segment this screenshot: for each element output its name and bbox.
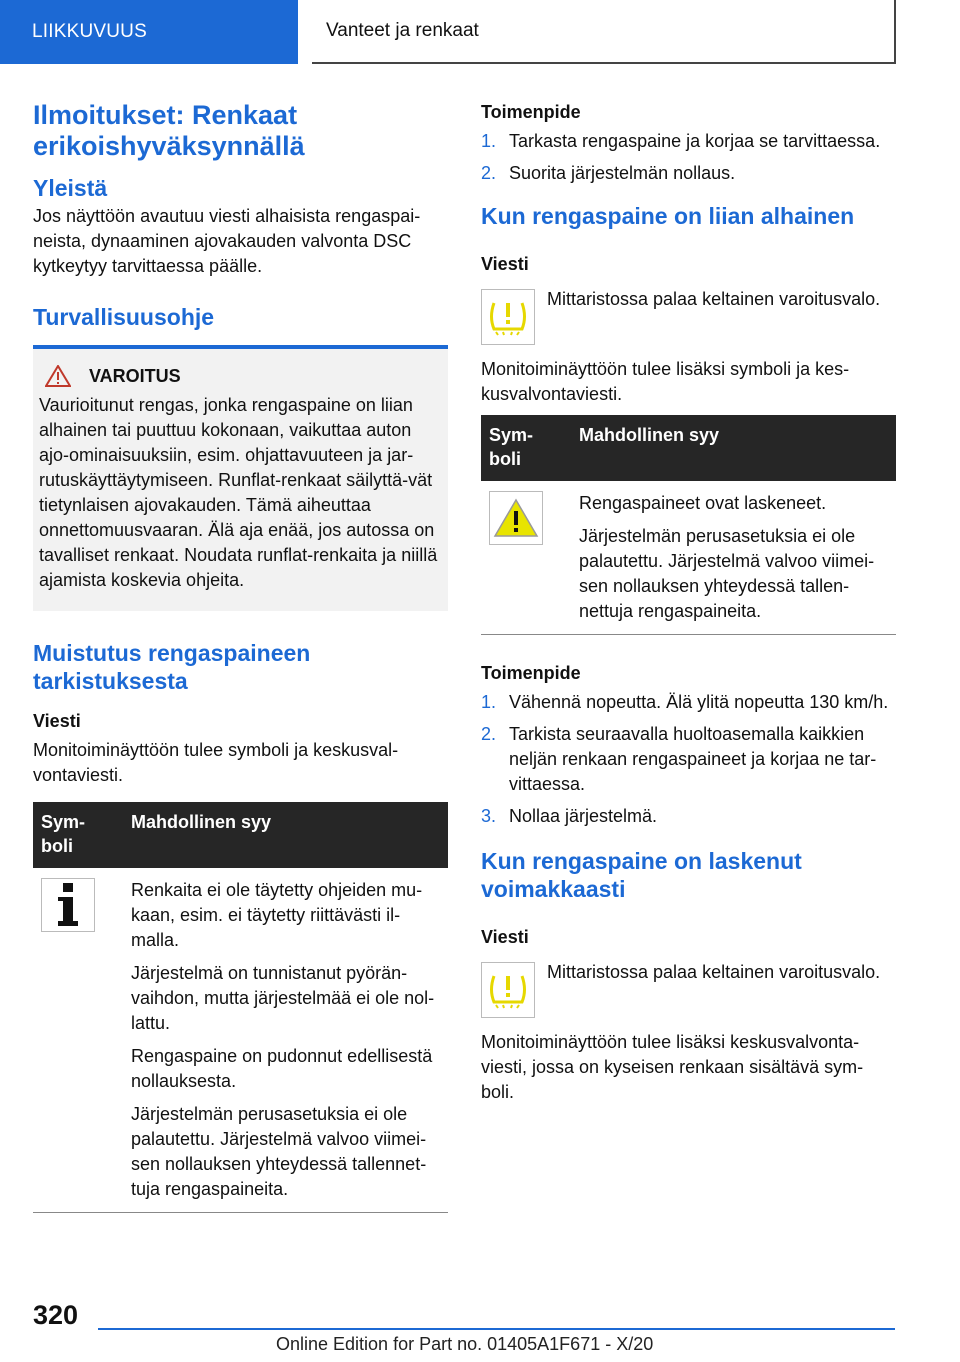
cause-item: Renkaita ei ole täytetty ohjeiden mu-kaan, esim. ei täytetty riittävästi il-malla. (131, 880, 423, 950)
message-text: Monitoiminäyttöön tulee symboli ja keskusval-vontaviesti. (33, 740, 399, 785)
edition-text: Online Edition for Part no. 01405A1F671 - X/20 (276, 1334, 654, 1354)
cause-item: Järjestelmä on tunnistanut pyörän-vaihdon, mutta järjestelmää ei ole nol-lattu. (131, 963, 435, 1033)
table-head-cause: Mahdollinen syy (123, 802, 448, 868)
action-label: Toimenpide (481, 102, 581, 122)
list-item: 2. Suorita järjestelmän nollaus. (481, 163, 736, 183)
yellow-warning-triangle-icon (489, 491, 543, 545)
message-label-2: Viesti (481, 927, 529, 947)
reminder-heading: Muistutus rengaspaineen tarkistuksesta (33, 640, 311, 694)
list-item: 3. Nollaa järjestelmä. (481, 806, 658, 826)
right-column (481, 100, 896, 1105)
warning-title: VAROITUS (89, 365, 181, 386)
indicator-row (481, 287, 896, 345)
footer-rule (98, 1328, 895, 1330)
warning-triangle-icon (45, 365, 71, 387)
list-item: 1. Vähennä nopeutta. Älä ylitä nopeutta 130 km/h. (481, 692, 889, 712)
chapter-tab: Vanteet ja renkaat (312, 0, 896, 64)
message-label: Viesti (33, 711, 81, 731)
indicator-text-2: Mittaristossa palaa keltainen varoitusvalo. (547, 962, 881, 982)
section-tab: LIIKKUVUUS (0, 0, 298, 64)
table-row (33, 868, 448, 1213)
warning-box (33, 349, 448, 611)
cause-item: Järjestelmän perusasetuksia ei ole palautettu. Järjestelmä valvoo viimei-sen nollauksen yhteydessä tallen-nettuja rengaspaineita. (579, 526, 875, 621)
list-item: 1. Tarkasta rengaspaine ja korjaa se tarvittaessa. (481, 131, 881, 151)
cause-item: Rengaspaine on pudonnut edellisestä nollauksesta. (131, 1046, 433, 1091)
info-i-icon (41, 878, 95, 932)
table-head-cause: Mahdollinen syy (571, 415, 896, 481)
tire-pressure-warning-icon (481, 289, 535, 345)
action-label-2: Toimenpide (481, 663, 581, 683)
action-list (481, 129, 896, 186)
warning-text: Vaurioitunut rengas, jonka rengaspaine on liian alhainen tai puuttuu kokonaan, vaikuttaa auton ajo-ominaisuuksiin, esim. ohjattavuuteen ja jar-rutuskäyttäytymiseen. Runflat-renkaat säilyttä-vät tietynlaisen ajovakauden. Tämä aiheuttaa onnettomuusvaaran. Älä aja enää, jos autossa on tavalliset renkaat. Noudata runflat-renkaita ja niillä ajamista koskevia ohjeita. (39, 395, 438, 590)
table-head-symbol: Sym-boli (481, 415, 571, 481)
cause-table (33, 802, 448, 1213)
loss-text: Monitoiminäyttöön tulee lisäksi keskusvalvonta-viesti, jossa on kyseisen renkaan sisältävä sym-boli. (481, 1032, 864, 1102)
tire-pressure-warning-icon (481, 962, 535, 1018)
cause-item: Rengaspaineet ovat laskeneet. (579, 493, 827, 513)
loss-heading: Kun rengaspaine on laskenut voimakkaasti (481, 848, 802, 902)
indicator-text: Mittaristossa palaa keltainen varoitusvalo. (547, 289, 881, 309)
cause-item: Järjestelmän perusasetuksia ei ole palautettu. Järjestelmä valvoo viimei-sen nollauksen yhteydessä tallennet-tuja rengaspaineita. (131, 1104, 427, 1199)
cause-table-2 (481, 415, 896, 635)
general-text: Jos näyttöön avautuu viesti alhaisista rengaspai-neista, dynaaminen ajovakauden valvonta DSC kytkeytyy tarvittaessa päälle. (33, 206, 421, 276)
indicator-row-2 (481, 960, 896, 1018)
left-column (33, 100, 448, 1213)
table-row (481, 481, 896, 635)
list-item: 2. Tarkista seuraavalla huoltoasemalla kaikkien neljän renkaan rengaspaineet ja korjaa ne tar-vittaessa. (481, 724, 877, 794)
warning-header (39, 365, 442, 387)
message-label: Viesti (481, 254, 529, 274)
low-pressure-heading: Kun rengaspaine on liian alhainen (481, 203, 855, 229)
page-title: Ilmoitukset: Renkaat erikoishyväksynnällä (33, 100, 305, 161)
page-number: 320 (33, 1300, 79, 1330)
safety-heading: Turvallisuusohje (33, 304, 215, 330)
low-text: Monitoiminäyttöön tulee lisäksi symboli ja kes-kusvalvontaviesti. (481, 359, 850, 404)
table-head-symbol: Sym-boli (33, 802, 123, 868)
general-heading: Yleistä (33, 175, 108, 201)
action-list-2 (481, 690, 896, 829)
